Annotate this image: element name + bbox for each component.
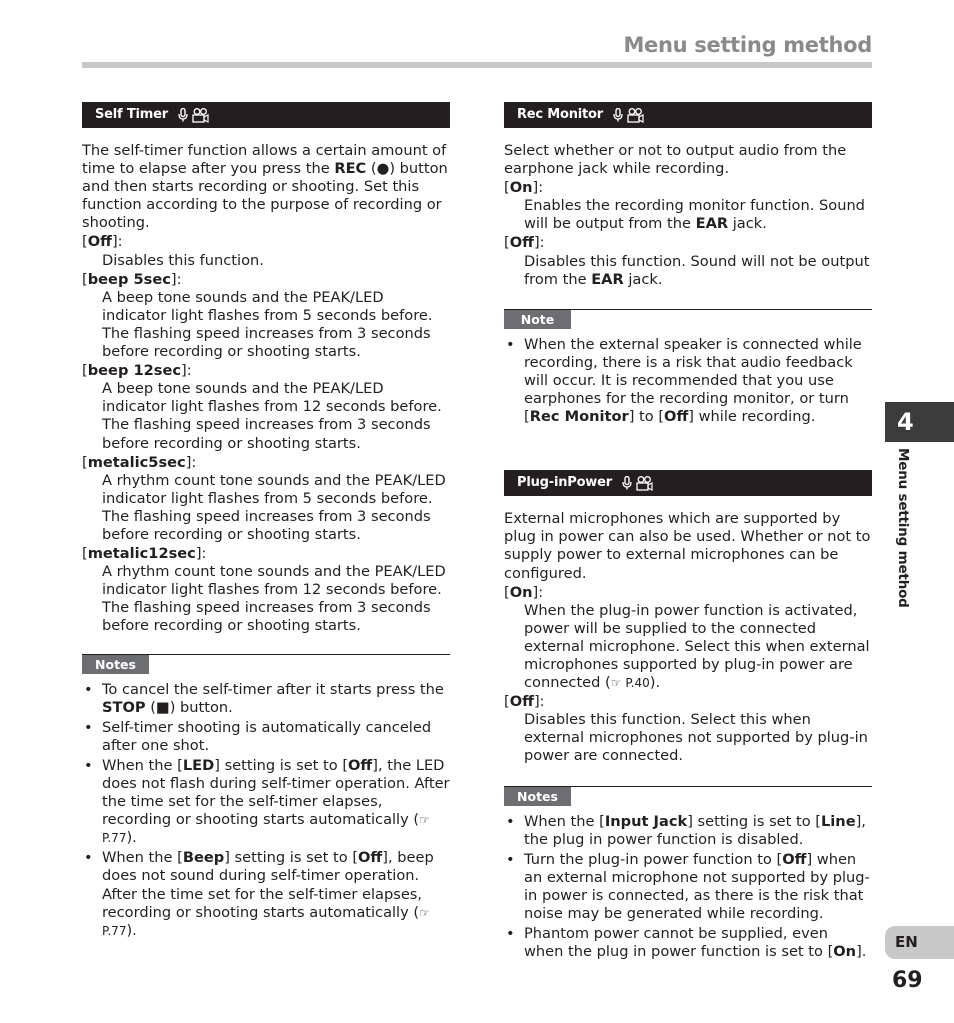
note-label: Note <box>504 310 571 329</box>
notes-box <box>504 786 872 809</box>
chapter-tab: 4 <box>885 402 954 442</box>
list-item: • When the [Input Jack] setting is set to [Line], the plug in power function is disabled. <box>504 813 872 849</box>
notes-box <box>82 654 450 677</box>
notes-list <box>504 813 872 962</box>
page-number: 69 <box>892 968 923 993</box>
option-name: [beep 5sec]: <box>82 270 182 288</box>
option-description: A beep tone sounds and the PEAK/LED indicator light flashes from 12 seconds before. The flashing speed increases from 3 seconds before recording or shooting starts. <box>102 380 442 452</box>
self-timer-title: Self Timer <box>95 106 168 122</box>
video-camera-icon <box>192 108 209 123</box>
list-item: • Turn the plug-in power function to [Off] when an external microphone not supported by plug-in power is connected, as there is the risk that noise may be generated while recording. <box>504 851 872 923</box>
right-column <box>504 102 872 963</box>
notes-list <box>82 681 450 940</box>
option-description: A rhythm count tone sounds and the PEAK/LED indicator light flashes from 5 seconds before. The flashing speed increases from 3 seconds before recording or shooting starts. <box>102 471 446 543</box>
notes-label: Notes <box>82 655 149 674</box>
option-name: [On]: <box>504 583 544 601</box>
self-timer-heading <box>82 102 450 128</box>
plug-in-power-intro: External microphones which are supported by plug in power can also be used. Whether or not to supply power to external microphones can be configured. <box>504 510 871 582</box>
page-reference: ☞ P.77 <box>102 905 430 938</box>
list-item: • Phantom power cannot be supplied, even when the plug in power function is set to [On]. <box>504 925 872 961</box>
option-description: Disables this function. Sound will not be output from the EAR jack. <box>524 252 870 288</box>
option-description: When the plug-in power function is activated, power will be supplied to the connected external microphone. Select this when external microphones supported by plug-in power are connected (☞ P.40). <box>524 601 870 692</box>
option-name: [beep 12sec]: <box>82 362 192 380</box>
video-camera-icon <box>627 108 644 123</box>
page-title: Menu setting method <box>623 33 872 57</box>
option-description: Enables the recording monitor function. Sound will be output from the EAR jack. <box>524 197 865 233</box>
language-badge: EN <box>885 926 954 959</box>
microphone-icon <box>178 108 188 122</box>
video-camera-icon <box>636 476 653 491</box>
note-box <box>504 309 872 332</box>
option-name: [metalic5sec]: <box>82 453 197 471</box>
option-description: A beep tone sounds and the PEAK/LED indicator light flashes from 5 seconds before. The flashing speed increases from 3 seconds before recording or shooting starts. <box>102 288 433 361</box>
notes-list <box>504 336 872 426</box>
list-item: • When the external speaker is connected while recording, there is a risk that audio feedback will occur. It is recommended that you use earphones for the recording monitor, or turn [Rec Monitor] to [Off] while recording. <box>504 336 872 426</box>
self-timer-section <box>82 102 450 942</box>
microphone-icon <box>622 476 632 490</box>
rec-monitor-heading <box>504 102 872 128</box>
option-name: [Off]: <box>504 693 545 711</box>
rec-monitor-intro: Select whether or not to output audio from the earphone jack while recording. <box>504 142 847 178</box>
option-name: [Off]: <box>504 234 545 252</box>
page-reference: ☞ P.40 <box>610 676 650 691</box>
option-name: [On]: <box>504 179 544 197</box>
option-description: Disables this function. Select this when external microphones not supported by plug-in power are connected. <box>524 711 868 765</box>
plug-in-power-heading <box>504 470 872 496</box>
rec-monitor-title: Rec Monitor <box>517 106 603 122</box>
plug-in-power-title: Plug-inPower <box>517 475 612 491</box>
option-name: [metalic12sec]: <box>82 545 207 563</box>
self-timer-intro: The self-timer function allows a certain amount of time to elapse after you press the REC (●) button and then starts recording or shooting. Set this function according to the purpose of recording or shooting. <box>82 142 448 232</box>
option-name: [Off]: <box>82 233 123 251</box>
list-item: • To cancel the self-timer after it starts press the STOP (■) button. <box>82 681 450 717</box>
option-description: Disables this function. <box>102 251 264 269</box>
notes-label: Notes <box>504 787 571 806</box>
list-item: • Self-timer shooting is automatically canceled after one shot. <box>82 719 450 755</box>
chapter-side-label: Menu setting method <box>895 448 911 608</box>
page-reference: ☞ P.77 <box>102 813 430 846</box>
microphone-icon <box>613 108 623 122</box>
list-item: • When the [Beep] setting is set to [Off], beep does not sound during self-timer operation. After the time set for the self-timer elapses, recording or shooting starts automatically (☞ P.77). <box>82 849 450 939</box>
option-description: A rhythm count tone sounds and the PEAK/LED indicator light flashes from 12 seconds before. The flashing speed increases from 3 seconds before recording or shooting starts. <box>102 563 446 635</box>
list-item: • When the [LED] setting is set to [Off], the LED does not flash during self-timer operation. After the time set for the self-timer elapses, recording or shooting starts automatically (☞ P.77). <box>82 757 450 847</box>
header-rule <box>82 62 872 68</box>
